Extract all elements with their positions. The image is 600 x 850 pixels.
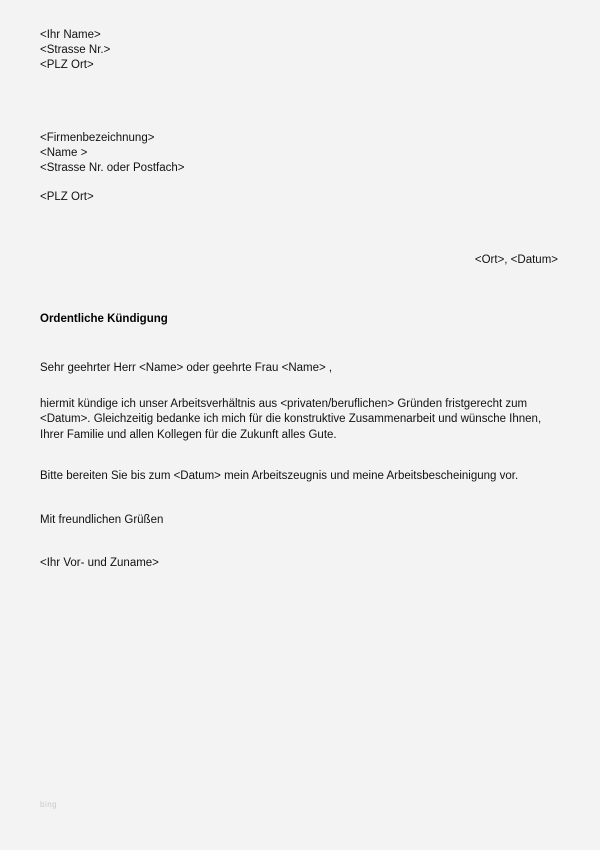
recipient-city: <PLZ Ort> — [40, 191, 94, 203]
sender-name: <Ihr Name> — [40, 29, 101, 41]
spacer-before-date — [40, 205, 564, 253]
spacer-recipient-inner — [40, 176, 564, 190]
letter-sheet — [18, 10, 584, 840]
place-and-date: <Ort>, <Datum> — [474, 254, 558, 266]
spacer-before-closing — [40, 485, 564, 513]
salutation: Sehr geehrter Herr <Name> oder geehrte Frau <Name> , — [40, 362, 333, 374]
recipient-street: <Strasse Nr. oder Postfach> — [40, 162, 185, 174]
body-paragraph-1: hiermit kündige ich unser Arbeitsverhältnis aus <privaten/beruflichen> Gründen fristgerecht zum <Datum>. Gleichzeitig bedanke ich mich für die konstruktive Zusammenarbeit und wünsche Ihnen, Ihrer Familie und allen Kollegen für die Zukunft alles Gute. — [40, 397, 542, 441]
spacer-after-sender — [40, 73, 564, 131]
spacer-before-body-2 — [40, 443, 564, 469]
signature-line: <Ihr Vor- und Zuname> — [40, 557, 159, 569]
closing-line: Mit freundlichen Grüßen — [40, 513, 164, 526]
letter-subject: Ordentliche Kündigung — [40, 313, 168, 325]
spacer-before-signature — [40, 528, 564, 556]
sender-street: <Strasse Nr.> — [40, 44, 111, 56]
recipient-company: <Firmenbezeichnung> — [40, 132, 155, 144]
sender-city: <PLZ Ort> — [40, 59, 94, 71]
spacer-before-salutation — [40, 327, 564, 361]
recipient-name: <Name > — [40, 147, 88, 159]
letter-content — [40, 28, 564, 572]
spacer-before-subject — [40, 268, 564, 312]
body-paragraph-2: Bitte bereiten Sie bis zum <Datum> mein Arbeitszeugnis und meine Arbeitsbescheinigung vor. — [40, 470, 519, 482]
spacer-before-body-1 — [40, 377, 564, 397]
sender-address-block — [40, 28, 564, 73]
recipient-address-block — [40, 131, 564, 205]
footer-watermark: bing — [40, 800, 58, 809]
